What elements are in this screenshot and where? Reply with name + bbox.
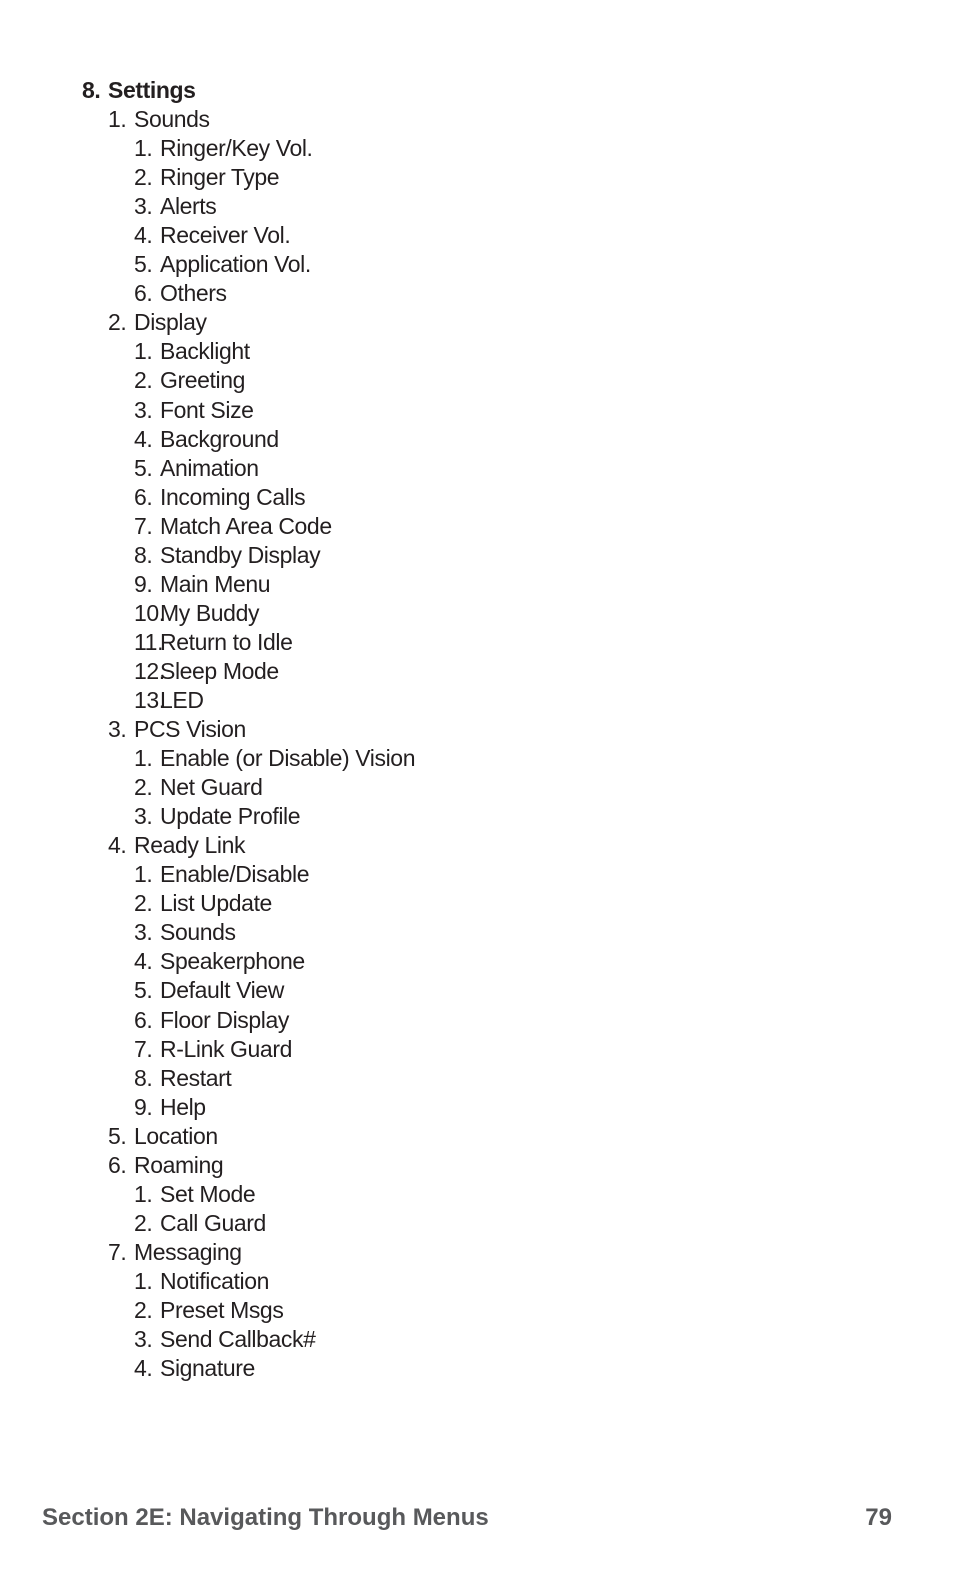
option-item-number: 3. [134, 919, 153, 946]
option-item-number: 1. [134, 745, 153, 772]
submenu-item-label: Messaging [134, 1238, 242, 1265]
option-item-number: 2. [134, 1209, 153, 1236]
submenu-item-label: Roaming [134, 1151, 224, 1178]
option-item-number: 5. [134, 454, 153, 481]
option-item-label: Enable (or Disable) Vision [160, 745, 416, 772]
option-item-number: 3. [134, 396, 153, 423]
option-item-number: 2. [134, 1296, 153, 1323]
menu-heading-label: Settings [108, 77, 196, 103]
option-item-label: Incoming Calls [160, 483, 306, 510]
option-item-number: 12. [134, 657, 165, 684]
option-item-label: Preset Msgs [160, 1296, 284, 1323]
submenu-item-number: 1. [108, 106, 127, 133]
option-item-number: 3. [134, 1326, 153, 1353]
option-item-label: Net Guard [160, 774, 263, 801]
submenu-item-number: 5. [108, 1122, 127, 1149]
option-item-label: Main Menu [160, 570, 271, 597]
option-item-number: 2. [134, 774, 153, 801]
option-item-label: Signature [160, 1355, 255, 1382]
option-item-number: 9. [134, 570, 153, 597]
option-item-label: Backlight [160, 338, 250, 365]
option-item-number: 1. [134, 1180, 153, 1207]
submenu-item-label: Display [134, 309, 207, 336]
page-footer [42, 1504, 892, 1536]
option-item-label: Notification [160, 1267, 269, 1294]
option-item-number: 4. [134, 425, 153, 452]
option-item-number: 4. [134, 222, 153, 249]
submenu-item-number: 3. [108, 716, 127, 743]
option-item-label: Font Size [160, 396, 254, 423]
submenu-item-label: Sounds [134, 106, 210, 133]
option-item-number: 5. [134, 251, 153, 278]
submenu-item-label: PCS Vision [134, 716, 246, 743]
option-item-label: Animation [160, 454, 259, 481]
option-item-number: 1. [134, 338, 153, 365]
option-item-number: 3. [134, 803, 153, 830]
option-item-label: Default View [160, 977, 284, 1004]
option-item-label: Return to Idle [160, 628, 293, 655]
submenu-item-label: Ready Link [134, 832, 246, 859]
option-item-label: LED [160, 686, 204, 713]
menu-heading-number: 8. [82, 77, 101, 103]
option-item-label: Enable/Disable [160, 861, 310, 888]
submenu-item-number: 7. [108, 1238, 127, 1265]
option-item-number: 6. [134, 1006, 153, 1033]
option-item-label: List Update [160, 890, 272, 917]
option-item-label: Match Area Code [160, 512, 332, 539]
option-item-label: Background [160, 425, 279, 452]
option-item-number: 11. [134, 628, 164, 655]
option-item-label: Send Callback# [160, 1326, 316, 1353]
option-item-number: 1. [134, 861, 153, 888]
option-item-label: Set Mode [160, 1180, 256, 1207]
option-item-label: Standby Display [160, 541, 321, 568]
option-item-number: 9. [134, 1093, 153, 1120]
option-item-label: Sounds [160, 919, 236, 946]
submenu-item-label: Location [134, 1122, 218, 1149]
option-item-label: Ringer/Key Vol. [160, 135, 313, 162]
option-item-label: Alerts [160, 193, 217, 220]
submenu-item-number: 6. [108, 1151, 127, 1178]
option-item-number: 5. [134, 977, 153, 1004]
option-item-label: Floor Display [160, 1006, 290, 1033]
option-item-label: R-Link Guard [160, 1035, 292, 1062]
option-item-label: Restart [160, 1064, 232, 1091]
submenu-item-number: 4. [108, 832, 127, 859]
option-item-label: Ringer Type [160, 164, 280, 191]
option-item-label: Others [160, 280, 227, 307]
option-item-label: Speakerphone [160, 948, 305, 975]
option-item-label: Sleep Mode [160, 657, 279, 684]
option-item-label: Help [160, 1093, 206, 1120]
option-item-label: Receiver Vol. [160, 222, 291, 249]
option-item-number: 3. [134, 193, 153, 220]
option-item-number: 2. [134, 367, 153, 394]
option-item-number: 4. [134, 948, 153, 975]
option-item-number: 6. [134, 280, 153, 307]
option-item-number: 7. [134, 512, 153, 539]
option-item-number: 13. [134, 686, 165, 713]
option-item-number: 7. [134, 1035, 153, 1062]
option-item-number: 2. [134, 890, 153, 917]
option-item-number: 1. [134, 1267, 153, 1294]
footer-section-title: Section 2E: Navigating Through Menus [42, 1504, 489, 1531]
option-item-number: 8. [134, 1064, 153, 1091]
option-item-label: Update Profile [160, 803, 301, 830]
option-item-number: 10. [134, 599, 165, 626]
option-item-number: 8. [134, 541, 153, 568]
option-item-label: My Buddy [160, 599, 260, 626]
option-item-number: 1. [134, 135, 153, 162]
option-item-label: Application Vol. [160, 251, 311, 278]
option-item-label: Greeting [160, 367, 246, 394]
option-item-number: 6. [134, 483, 153, 510]
footer-page-number: 79 [865, 1504, 892, 1531]
option-item-number: 2. [134, 164, 153, 191]
option-item-number: 4. [134, 1355, 153, 1382]
submenu-item-number: 2. [108, 309, 127, 336]
option-item-label: Call Guard [160, 1209, 266, 1236]
